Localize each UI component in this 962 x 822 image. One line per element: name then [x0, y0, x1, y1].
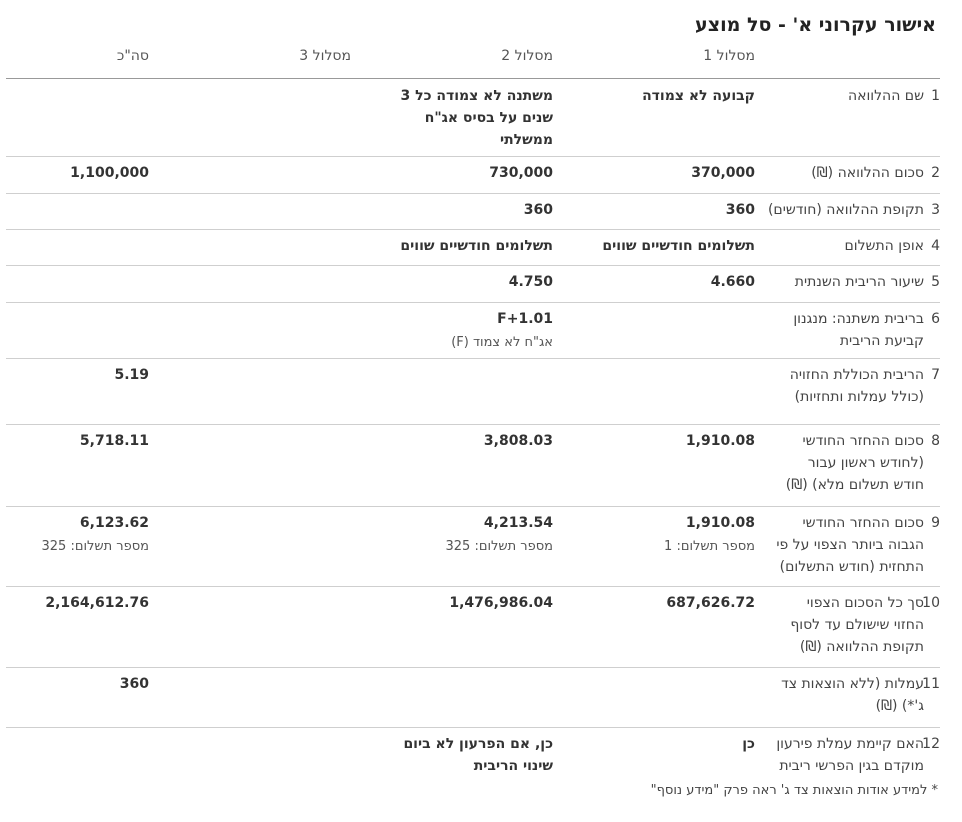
- row-label: [775, 592, 940, 658]
- track-2-value: 360: [523, 202, 553, 218]
- row-label-text: סך כל הסכום הצפוי החזוי שישולם עד לסוף תקופת ההלוואה (₪): [790, 595, 924, 655]
- row-label-text: עמלות (ללא הוצאות צד ג'*) (₪): [781, 676, 924, 714]
- total-value: 2,164,612.76: [45, 595, 149, 611]
- track-1-value: תשלומים חודשיים שווים: [602, 238, 755, 254]
- total-cell: [9, 364, 149, 386]
- table-row-total-expected-payment: [6, 586, 940, 668]
- total-subvalue: מספר תשלום: 325: [41, 539, 149, 554]
- track-1-cell: [595, 235, 755, 257]
- table-row-annual-rate: [6, 265, 940, 303]
- track-1-cell: [595, 162, 755, 184]
- row-label-text: סכום ההלוואה (₪): [811, 165, 924, 181]
- table-row-loan-amount: [6, 156, 940, 194]
- track-1-cell: [595, 430, 755, 452]
- table-row-highest-monthly-repayment: [6, 506, 940, 587]
- track-2-cell: [383, 592, 553, 614]
- row-number: 12: [922, 736, 940, 752]
- total-cell: [9, 592, 149, 614]
- row-label-text: שם ההלוואה: [847, 88, 924, 104]
- track-2-value: 3,808.03: [483, 433, 553, 449]
- table-row-variable-rate-mechanism: [6, 302, 940, 359]
- total-value: 1,100,000: [70, 165, 149, 181]
- column-header-total: סה"כ: [116, 48, 149, 64]
- track-2-value: תשלומים חודשיים שווים: [400, 238, 553, 254]
- track-1-value: קבועה לא צמודה: [642, 88, 755, 104]
- row-label: [775, 85, 940, 107]
- track-1-value: 687,626.72: [666, 595, 755, 611]
- track-2-value: 730,000: [489, 165, 553, 181]
- total-value: 5.19: [114, 367, 149, 383]
- row-number: 6: [931, 311, 940, 327]
- row-number: 9: [931, 515, 940, 531]
- column-header-track-1: מסלול 1: [703, 48, 755, 64]
- row-label: [775, 235, 940, 257]
- total-value: 360: [119, 676, 149, 692]
- row-label: [775, 162, 940, 184]
- row-label: [775, 364, 940, 408]
- column-header-track-3: מסלול 3: [299, 48, 351, 64]
- row-label-text: האם קיימת עמלת פירעון מוקדם בגין הפרשי ריבית: [776, 736, 924, 774]
- row-label: [765, 733, 940, 777]
- row-label: [775, 308, 940, 352]
- row-label-text: שיעור הריבית השנתית: [794, 274, 924, 290]
- track-1-subvalue: מספר תשלום: 1: [664, 539, 755, 554]
- total-cell: [9, 430, 149, 452]
- row-number: 7: [931, 367, 940, 383]
- total-cell: [9, 673, 149, 695]
- row-number: 5: [931, 274, 940, 290]
- track-1-value: 1,910.08: [685, 433, 755, 449]
- track-2-subvalue: אג"ח לא צמוד (F): [451, 335, 553, 350]
- total-value: 6,123.62: [79, 515, 149, 531]
- track-2-cell: [383, 271, 553, 293]
- row-number: 4: [931, 238, 940, 254]
- track-1-cell: [595, 85, 755, 107]
- total-cell: [9, 512, 149, 557]
- track-1-cell: [595, 271, 755, 293]
- row-label-text: בריבית משתנה: מנגנון קביעת הריבית: [793, 311, 924, 349]
- track-2-cell: [383, 308, 553, 353]
- row-label: [775, 271, 940, 293]
- row-label: [775, 512, 940, 578]
- row-label: [755, 199, 940, 221]
- track-1-cell: [595, 733, 755, 755]
- row-number: 2: [931, 165, 940, 181]
- track-2-cell: [383, 430, 553, 452]
- track-1-value: 370,000: [691, 165, 755, 181]
- table-row-fees: [6, 667, 940, 728]
- row-number: 3: [931, 202, 940, 218]
- total-cell: [9, 162, 149, 184]
- track-1-cell: [595, 512, 755, 557]
- row-label-text: תקופת ההלוואה (חודשים): [767, 202, 924, 218]
- track-1-cell: [595, 592, 755, 614]
- row-number: 11: [922, 676, 940, 692]
- track-1-value: 360: [725, 202, 755, 218]
- table-row-payment-method: [6, 229, 940, 266]
- row-number: 10: [922, 595, 940, 611]
- column-header-track-2: מסלול 2: [501, 48, 553, 64]
- track-2-value: כן, אם הפרעון לא ביום שינוי הריבית: [403, 736, 553, 774]
- table-row-early-repayment-fee: [6, 727, 940, 782]
- page-title: אישור עקרוני א' - סל מוצע: [695, 14, 936, 36]
- track-2-value: 4,213.54: [483, 515, 553, 531]
- track-2-cell: [383, 162, 553, 184]
- row-label: [775, 673, 940, 717]
- track-2-cell: [383, 733, 553, 777]
- track-2-subvalue: מספר תשלום: 325: [445, 539, 553, 554]
- footnote: * למידע אודות הוצאות צד ג' ראה פרק "מידע נוסף": [650, 783, 938, 798]
- row-number: 1: [931, 88, 940, 104]
- track-2-value: F+1.01: [497, 311, 553, 327]
- track-1-value: 1,910.08: [685, 515, 755, 531]
- track-2-cell: [383, 235, 553, 257]
- row-label-text: סכום ההחזר החודשי (לחודש ראשון עבור חודש תשלום מלא) (₪): [785, 433, 924, 493]
- track-2-value: משתנה לא צמודה כל 3 שנים על בסיס אג"ח ממשלתי: [400, 88, 553, 148]
- row-label: [775, 430, 940, 496]
- track-2-value: 4.750: [508, 274, 553, 290]
- row-label-text: הריבית הכוללת החזויה (כולל עמלות ותחזיות): [789, 367, 924, 405]
- track-1-value: כן: [742, 736, 755, 752]
- row-label-text: סכום ההחזר החודשי הגבוה ביותר הצפוי על פי התחזית (חודש התשלום): [776, 515, 924, 575]
- total-value: 5,718.11: [79, 433, 149, 449]
- table-row-total-expected-rate: [6, 358, 940, 425]
- track-1-value: 4.660: [710, 274, 755, 290]
- track-2-value: 1,476,986.04: [449, 595, 553, 611]
- track-1-cell: [595, 199, 755, 221]
- row-number: 8: [931, 433, 940, 449]
- track-2-cell: [383, 85, 553, 151]
- row-label-text: אופן התשלום: [844, 238, 924, 254]
- table-row-monthly-repayment: [6, 424, 940, 507]
- table-row-loan-period: [6, 193, 940, 230]
- table-row-loan-name: [6, 79, 940, 157]
- track-2-cell: [383, 199, 553, 221]
- track-2-cell: [383, 512, 553, 557]
